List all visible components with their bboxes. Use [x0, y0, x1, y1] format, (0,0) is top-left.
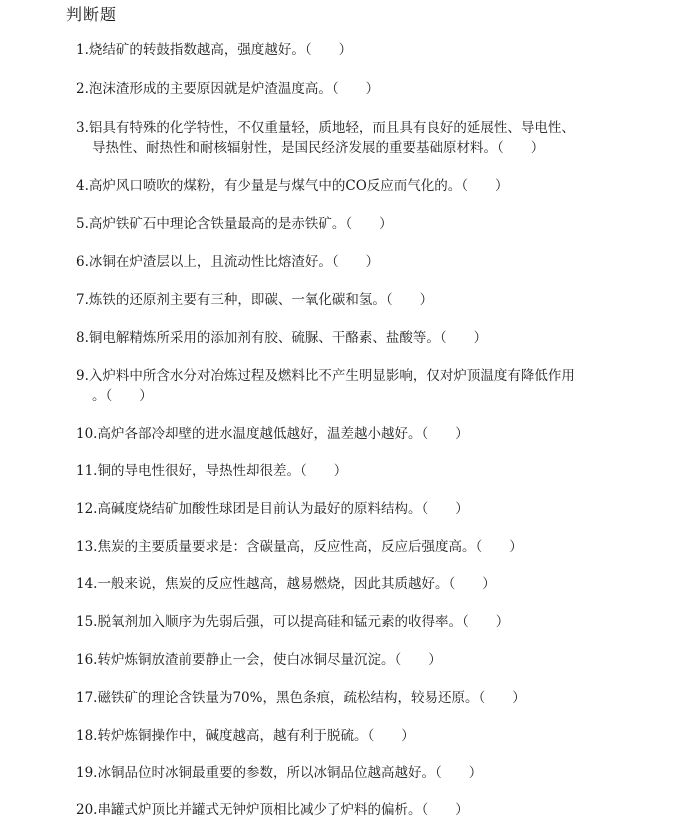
question-text: 8.铜电解精炼所采用的添加剂有胶、硫脲、干酪素、盐酸等。（ ） [76, 330, 488, 346]
question-5 [76, 214, 636, 234]
question-text: 2.泡沫渣形成的主要原因就是炉渣温度高。（ ） [76, 81, 380, 97]
question-text: 12.高碱度烧结矿加酸性球团是目前认为最好的原料结构。（ ） [76, 501, 469, 517]
question-text: 14.一般来说，焦炭的反应性越高，越易燃烧，因此其质越好。（ ） [76, 576, 496, 592]
question-11 [76, 461, 636, 481]
question-8 [76, 328, 636, 348]
question-text: 10.高炉各部冷却壁的进水温度越低越好，温差越小越好。（ ） [76, 426, 469, 442]
question-19 [76, 763, 636, 783]
question-17 [76, 688, 636, 708]
question-text: 11.铜的导电性很好，导热性却很差。（ ） [76, 463, 348, 479]
question-15 [76, 612, 636, 632]
section-title: 判断题 [66, 5, 118, 24]
question-text: 5.高炉铁矿石中理论含铁量最高的是赤铁矿。（ ） [76, 216, 393, 232]
question-text: 1.烧结矿的转鼓指数越高，强度越好。（ ） [76, 42, 353, 58]
question-text: 20.串罐式炉顶比并罐式无钟炉顶相比减少了炉料的偏析。（ ） [76, 802, 469, 818]
question-text: 13.焦炭的主要质量要求是：含碳量高，反应性高，反应后强度高。（ ） [76, 539, 523, 555]
question-6 [76, 252, 636, 272]
question-text-continued: 。（ ） [92, 388, 153, 404]
question-7 [76, 290, 636, 310]
question-text: 15.脱氧剂加入顺序为先弱后强，可以提高硅和锰元素的收得率。（ ） [76, 614, 510, 630]
question-14 [76, 574, 636, 594]
question-text: 4.高炉风口喷吹的煤粉，有少量是与煤气中的CO反应而气化的。（ ） [76, 178, 509, 194]
question-20 [76, 800, 636, 820]
question-3 [76, 118, 636, 158]
question-text: 6.冰铜在炉渣层以上，且流动性比熔渣好。（ ） [76, 254, 380, 270]
question-text: 19.冰铜品位时冰铜最重要的参数，所以冰铜品位越高越好。（ ） [76, 765, 483, 781]
question-text: 9.入炉料中所含水分对冶炼过程及燃料比不产生明显影响，仅对炉顶温度有降低作用 [76, 368, 575, 384]
question-18 [76, 726, 636, 746]
question-13 [76, 537, 636, 557]
question-9 [76, 366, 636, 406]
question-text: 18.转炉炼铜操作中，碱度越高，越有利于脱硫。（ ） [76, 728, 415, 744]
question-text: 17.磁铁矿的理论含铁量为70%，黑色条痕，疏松结构，较易还原。（ ） [76, 690, 526, 706]
question-text: 7.炼铁的还原剂主要有三种，即碳、一氧化碳和氢。（ ） [76, 292, 434, 308]
question-2 [76, 79, 636, 99]
question-text-continued: 导热性、耐热性和耐核辐射性，是国民经济发展的重要基础原材料。（ ） [92, 140, 545, 156]
question-text: 3.铝具有特殊的化学特性，不仅重量轻，质地轻，而且具有良好的延展性、导电性、 [76, 120, 575, 136]
question-4 [76, 176, 636, 196]
question-12 [76, 499, 636, 519]
question-text: 16.转炉炼铜放渣前要静止一会，使白冰铜尽量沉淀。（ ） [76, 652, 442, 668]
question-10 [76, 424, 636, 444]
question-1 [76, 40, 636, 60]
question-16 [76, 650, 636, 670]
